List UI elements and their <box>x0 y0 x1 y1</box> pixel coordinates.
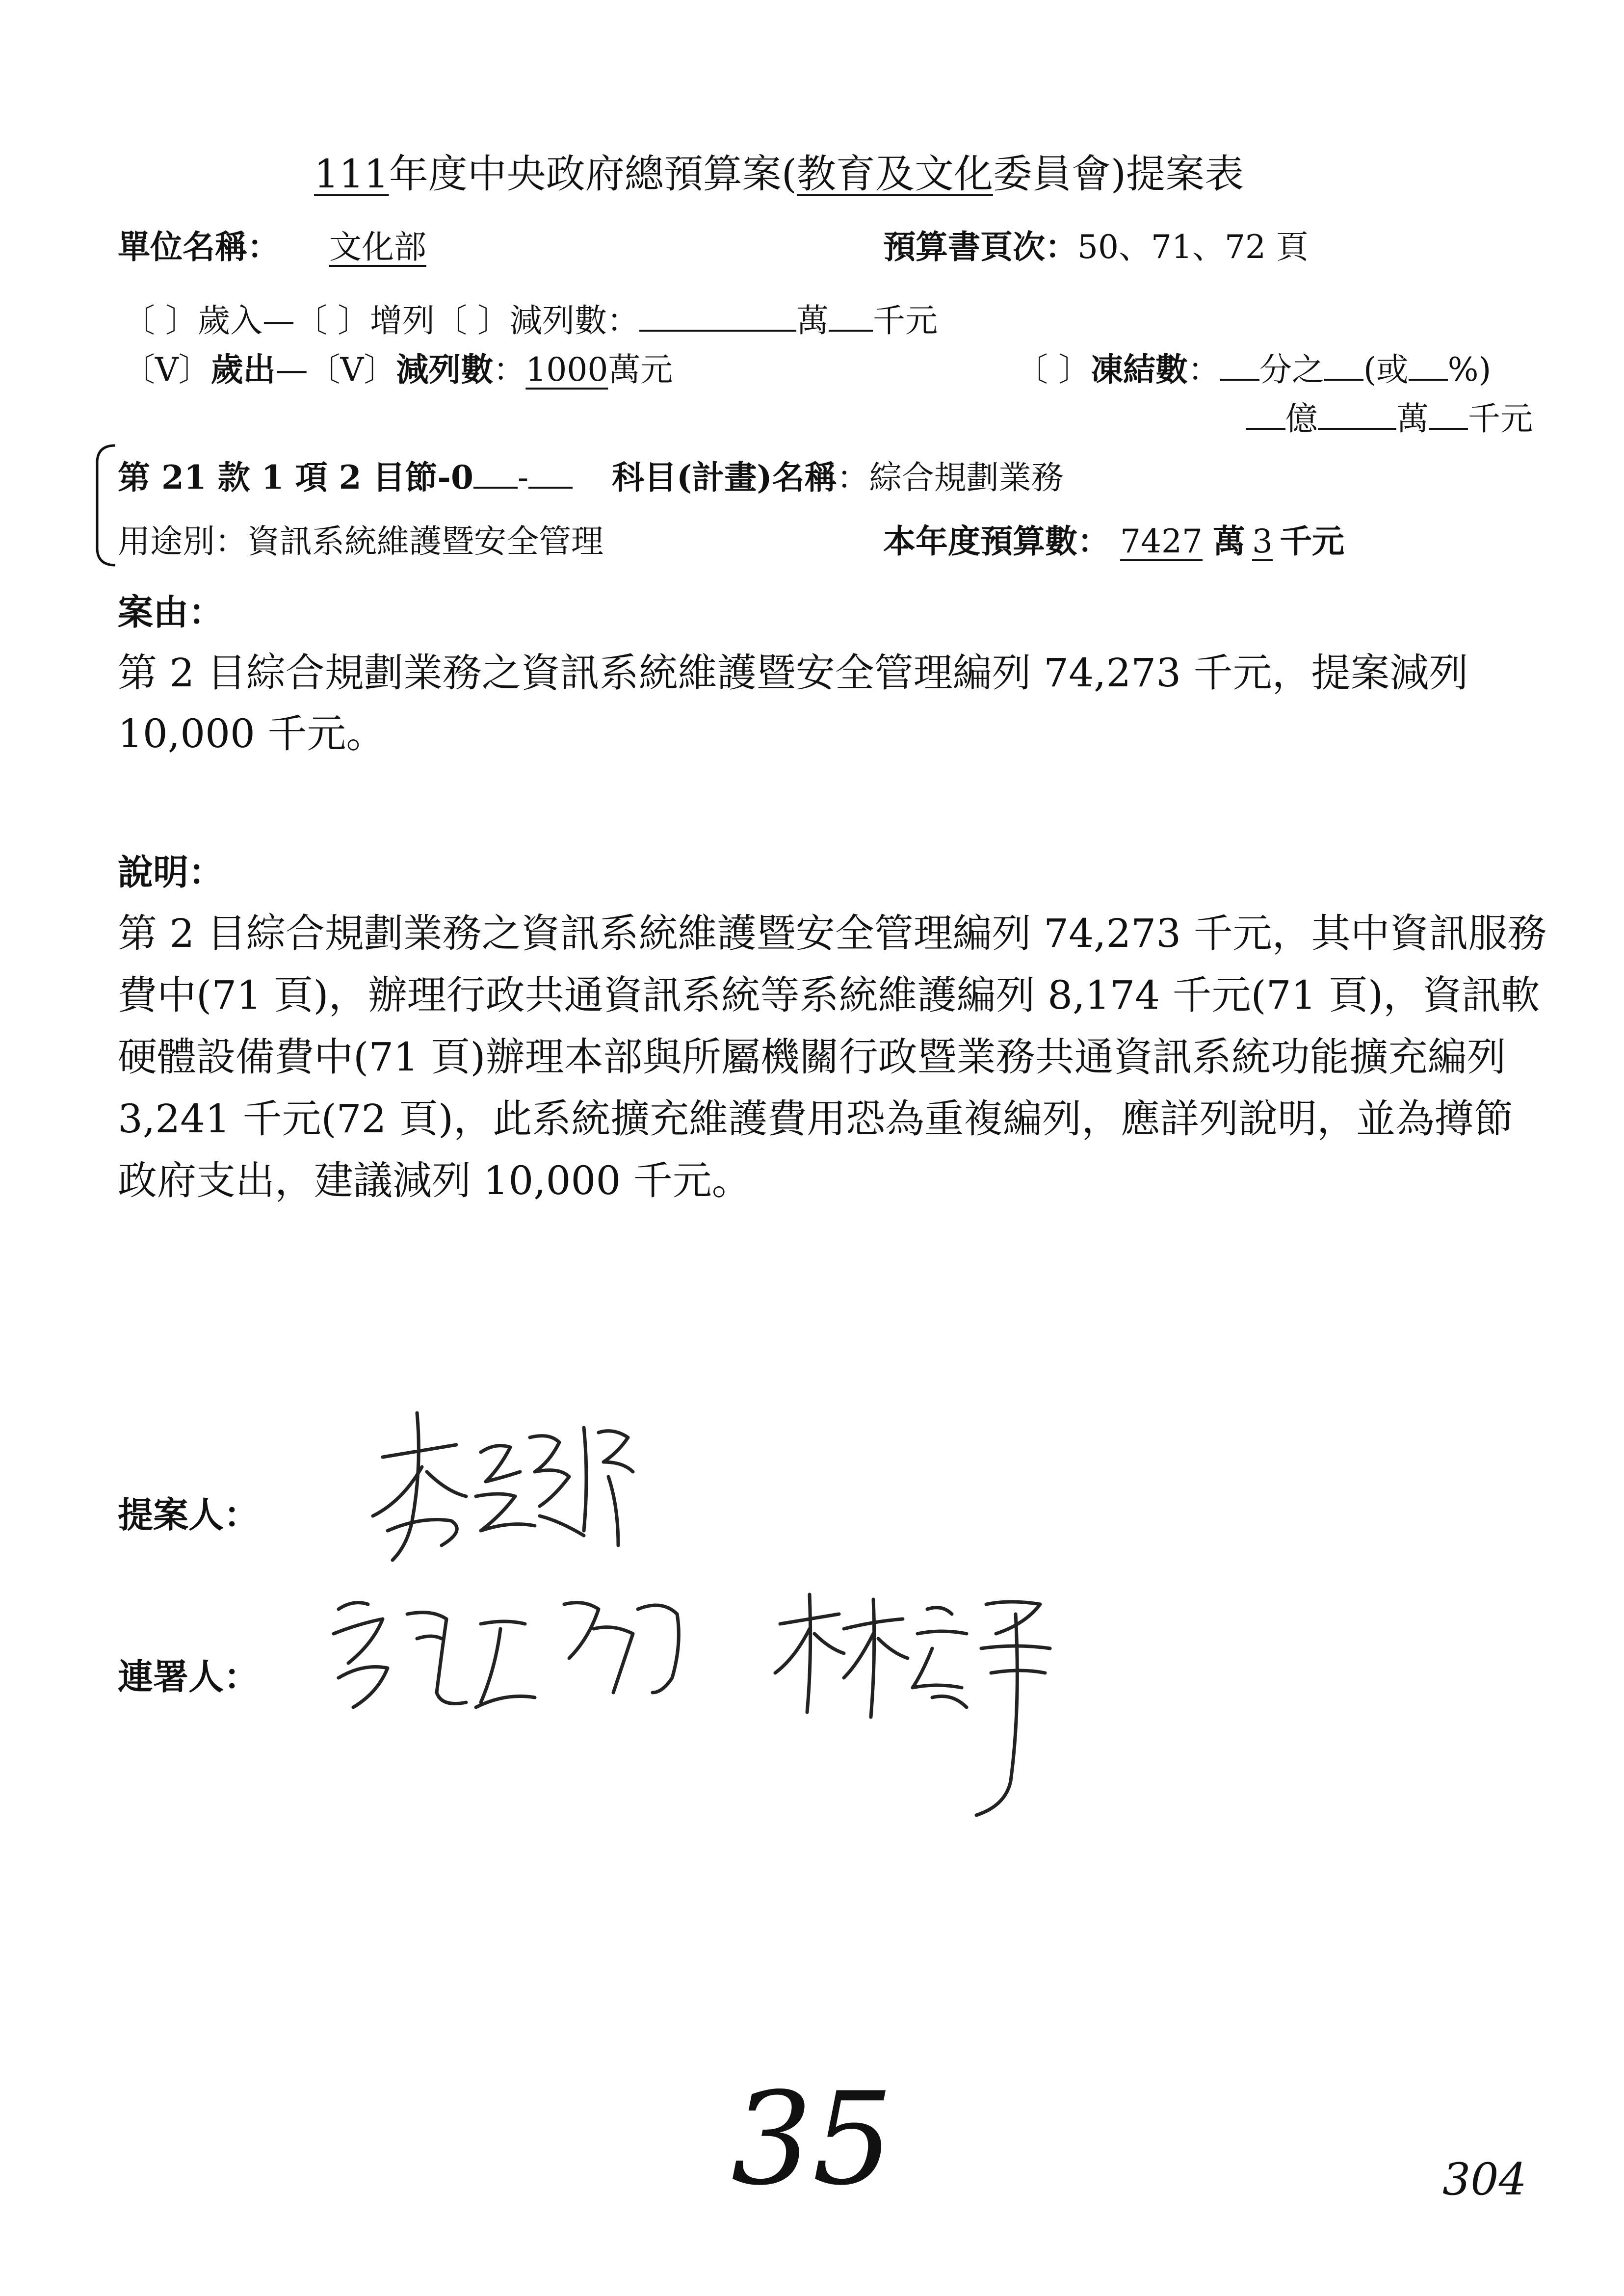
section-bracket <box>88 442 118 569</box>
corner-number: 304 <box>1442 2154 1527 2205</box>
page-ref-value: 50、71、72 頁 <box>1077 228 1309 266</box>
expense-row <box>123 343 673 390</box>
section-blank-2 <box>528 458 573 489</box>
freeze-blank-qian <box>1429 399 1468 430</box>
form-year: 111 <box>314 151 389 197</box>
reason-text: 第 2 目綜合規劃業務之資訊系統維護暨安全管理編列 74,273 千元，提案減列 10,000 千元。 <box>118 650 1468 757</box>
revenue-label: 〔 〕歲入—〔 〕增列〔 〕減列數： <box>123 302 639 339</box>
page-number: 35 <box>731 2075 893 2203</box>
proposer-label: 提案人： <box>118 1494 260 1536</box>
expense-label: 歲出 <box>210 350 276 389</box>
annual-budget-row <box>883 515 1344 562</box>
freeze-qian: 千元 <box>1468 400 1533 438</box>
section-dash: - <box>517 459 529 496</box>
section-row <box>118 451 1064 498</box>
freeze-blank-yi <box>1246 399 1285 430</box>
freeze-amount-row <box>1246 392 1533 439</box>
freeze-label: 凍結數 <box>1090 350 1188 389</box>
reduce-unit: 萬元 <box>608 351 673 389</box>
revenue-unit-wan: 萬 <box>796 302 829 339</box>
subject-label: 科目(計畫)名稱 <box>612 458 837 496</box>
subject-value: ：綜合規劃業務 <box>837 459 1064 496</box>
section-label: 第 21 款 1 項 2 目節-0 <box>118 458 473 496</box>
freeze-blank-1 <box>1220 350 1259 381</box>
committee-name: 教育及文化 <box>796 151 993 197</box>
budget-qian-value: 3 <box>1252 522 1273 560</box>
revenue-unit-qian: 千元 <box>872 302 938 339</box>
freeze-or: (或 <box>1363 351 1409 389</box>
reduce-label: 減列數 <box>396 350 494 389</box>
unit-label: 單位名稱： <box>118 228 280 266</box>
revenue-blank-qian <box>829 301 873 332</box>
revenue-blank-wan <box>639 301 796 332</box>
form-title <box>314 142 1244 199</box>
freeze-wan: 萬 <box>1396 400 1429 438</box>
page-number-handwritten <box>721 2075 937 2203</box>
form-title-text: 年度中央政府總預算案( <box>389 151 797 197</box>
page-ref-row <box>883 221 1309 267</box>
unit-value: 文化部 <box>329 228 426 266</box>
reduce-value: 1000 <box>525 351 608 389</box>
page-ref-label: 預算書頁次： <box>883 228 1077 266</box>
unit-row <box>118 221 476 267</box>
budget-qian-unit: 千元 <box>1280 522 1344 560</box>
usage-label: 用途別：資訊系統維護暨安全管理 <box>118 522 603 560</box>
budget-wan-unit: 萬 <box>1213 522 1245 560</box>
explain-heading: 說明： <box>118 851 224 893</box>
revenue-row <box>123 294 938 341</box>
freeze-row <box>1016 343 1491 390</box>
freeze-pct: %) <box>1447 351 1492 389</box>
proposer-signature <box>353 1398 657 1585</box>
freeze-colon: ： <box>1187 351 1220 389</box>
cosigner-label: 連署人： <box>118 1656 260 1697</box>
usage-row <box>118 515 603 562</box>
budget-label: 本年度預算數： <box>883 522 1110 560</box>
explain-text: 第 2 目綜合規劃業務之資訊系統維護暨安全管理編列 74,273 千元，其中資訊服務費中(71 頁)，辦理行政共通資訊系統等系統維護編列 8,174 千元(71 頁)，資訊軟硬體設備費中(71 頁)辦理本部與所屬機關行政暨業務共通資訊系統功能擴充編列 3,241 千元(72 頁)，此系統擴充維護費用恐為重複編列，應詳列說明，並為撙節政府支出，建議減列 10,000 千元。 <box>118 911 1547 1203</box>
freeze-blank-wan <box>1318 399 1396 430</box>
budget-wan-value: 7427 <box>1120 522 1203 560</box>
reduce-colon: ： <box>493 351 526 389</box>
form-title-end: 委員會)提案表 <box>993 151 1244 197</box>
freeze-frac: 分之 <box>1259 351 1324 389</box>
freeze-bracket: 〔 〕 <box>1016 351 1091 389</box>
reason-heading: 案由： <box>118 591 224 633</box>
freeze-yi: 億 <box>1285 400 1318 438</box>
section-blank-1 <box>473 458 518 489</box>
cosigner-signature-1 <box>319 1580 721 1727</box>
freeze-blank-2 <box>1324 350 1363 381</box>
cosigner-signature-2 <box>765 1585 1079 1840</box>
freeze-blank-3 <box>1409 350 1448 381</box>
expense-mark: 〔V〕 <box>123 351 211 389</box>
expense-dash: —〔V〕 <box>275 351 396 389</box>
